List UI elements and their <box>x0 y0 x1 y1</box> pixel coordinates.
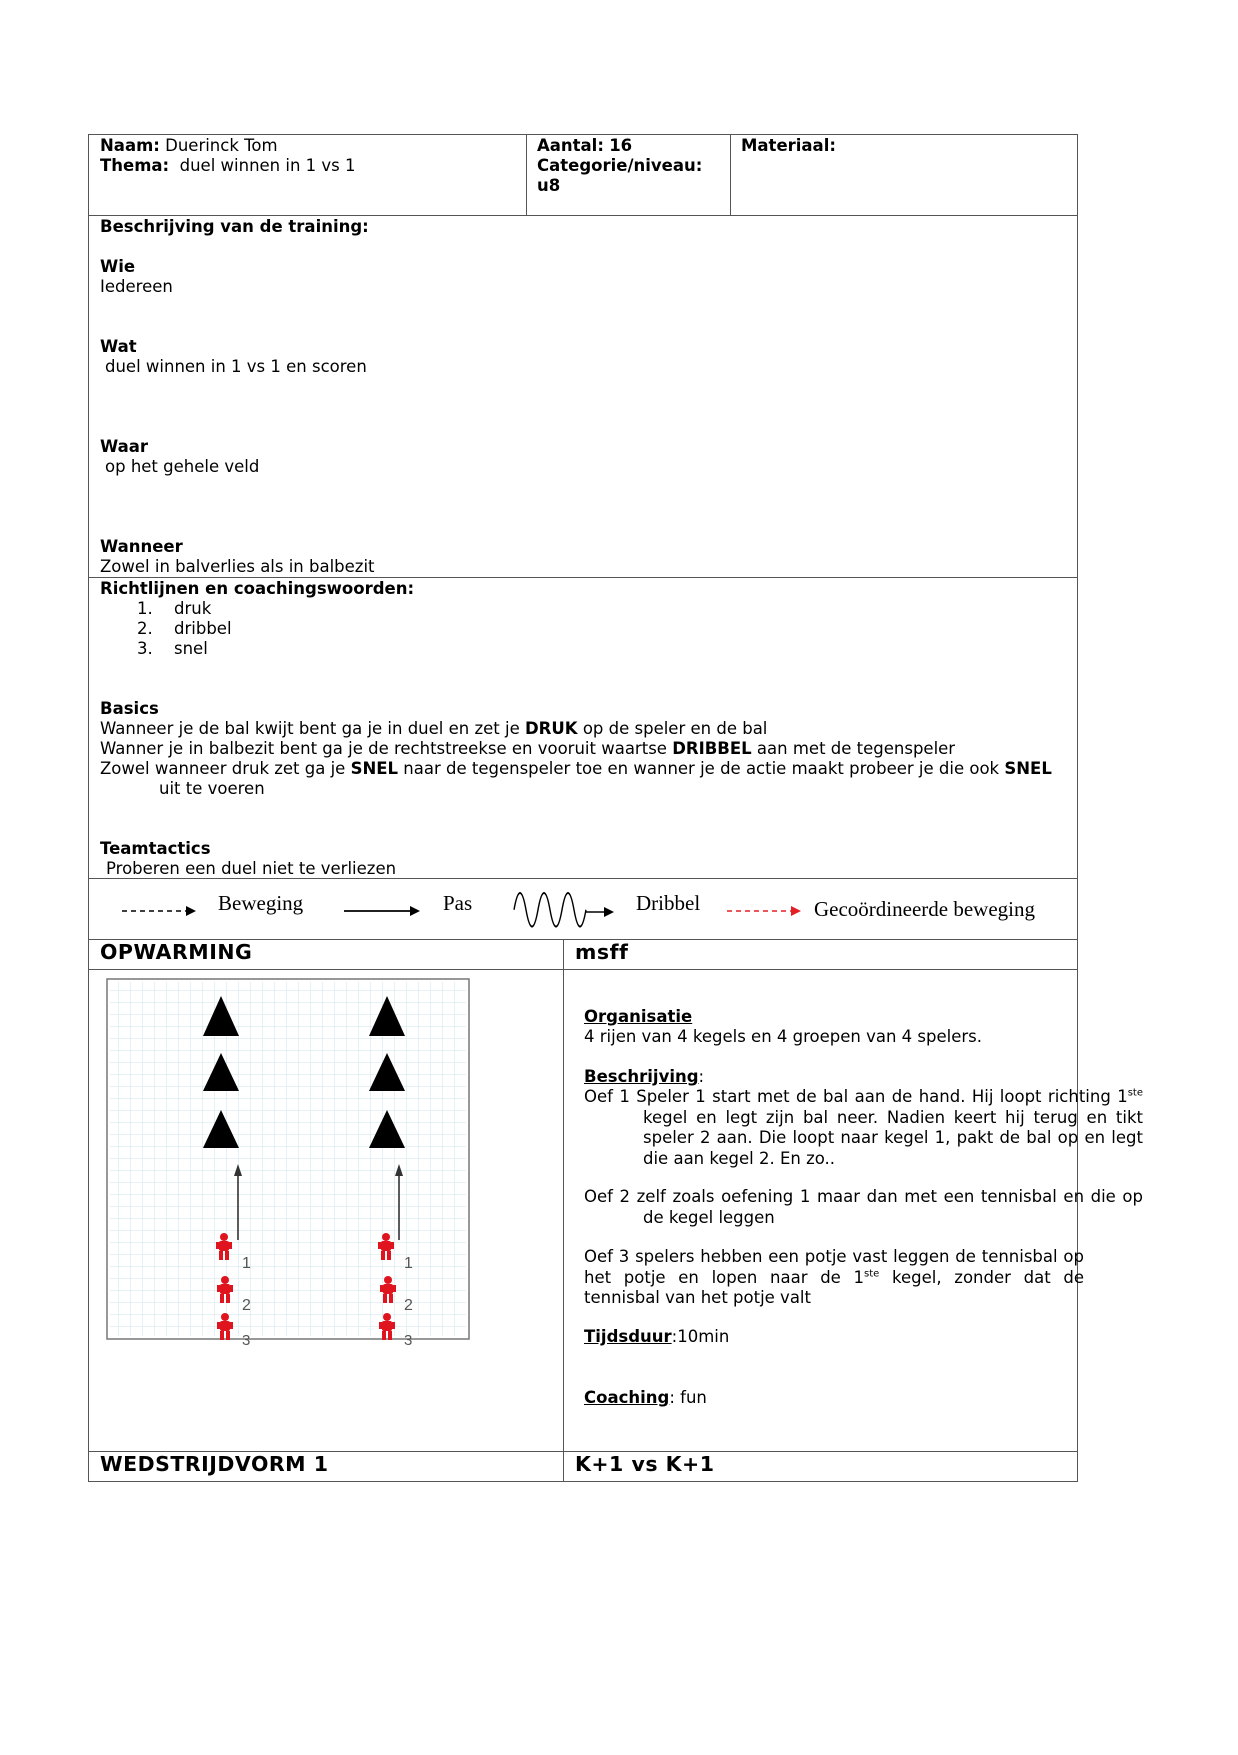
dashed-arrow-icon <box>120 903 198 919</box>
coaching-value: : fun <box>669 1388 707 1407</box>
beschrijving-row: Beschrijving: <box>584 1067 705 1086</box>
oef3-b: kegel, zonder dat de tennisbal van het potje valt <box>584 1267 1084 1307</box>
coaching-row <box>584 1388 707 1409</box>
aantal-value: 16 <box>609 136 633 155</box>
categorie-value: u8 <box>537 176 561 195</box>
oef1-sup: ste <box>1127 1087 1143 1099</box>
dribble-wave-icon <box>512 886 622 934</box>
warmup-code: msff <box>575 940 629 964</box>
match-code: K+1 vs K+1 <box>575 1452 715 1476</box>
oef3-text <box>584 1247 1084 1309</box>
basics-line-3-a: Zowel wanneer druk zet ga je <box>100 759 351 778</box>
wie-label: Wie <box>100 257 136 276</box>
thema-row <box>100 156 356 177</box>
basics-label: Basics <box>100 699 159 718</box>
guidelines-title: Richtlijnen en coachingswoorden: <box>100 579 415 598</box>
basics-line-1-emph: DRUK <box>524 719 578 738</box>
wie-value: Iedereen <box>100 277 173 296</box>
teamtactics-value: Proberen een duel niet te verliezen <box>106 859 397 878</box>
guideline-text-1: druk <box>174 599 212 618</box>
legend-beweging: Beweging <box>218 891 304 915</box>
player-label-right-1: 1 <box>404 1255 413 1272</box>
basics-line-2-emph: DRIBBEL <box>672 739 752 758</box>
waar-label: Waar <box>100 437 149 456</box>
tijdsduur-value: :10min <box>671 1327 730 1346</box>
player-label-right-2: 2 <box>404 1297 413 1314</box>
guideline-text-2: dribbel <box>174 619 232 638</box>
organisatie-label: Organisatie <box>584 1007 693 1026</box>
match-title: WEDSTRIJDVORM 1 <box>100 1452 329 1476</box>
naam-value: Duerinck Tom <box>165 136 278 155</box>
player-label-left-1: 1 <box>242 1255 251 1272</box>
oef2-text: Oef 2 zelf zoals oefening 1 maar dan met een tennisbal en die op de kegel leggen <box>584 1187 1143 1227</box>
thema-value: duel winnen in 1 vs 1 <box>179 156 356 175</box>
guideline-num-3: 3. <box>137 639 153 658</box>
organisatie-value: 4 rijen van 4 kegels en 4 groepen van 4 spelers. <box>584 1027 983 1046</box>
guideline-num-2: 2. <box>137 619 153 638</box>
basics-line-1 <box>100 719 767 740</box>
warmup-diagram <box>106 978 470 1349</box>
warmup-title: OPWARMING <box>100 940 253 964</box>
wanneer-value: Zowel in balverlies als in balbezit <box>100 557 375 576</box>
guideline-text-3: snel <box>174 639 208 658</box>
coaching-label: Coaching <box>584 1388 670 1407</box>
oef1-text <box>584 1087 1143 1169</box>
basics-line-3 <box>100 759 1052 780</box>
legend-gecoordineerde: Gecoördineerde beweging <box>814 897 1035 921</box>
basics-line-1-a: Wanneer je de bal kwijt bent ga je in duel en zet je <box>100 719 525 738</box>
teamtactics-label: Teamtactics <box>100 839 211 858</box>
basics-line-2-a: Wanner je in balbezit bent ga je de rechtstreekse en vooruit waartse <box>100 739 673 758</box>
basics-line-3-emph-2: SNEL <box>1004 759 1052 778</box>
basics-line-3-emph-1: SNEL <box>350 759 399 778</box>
materiaal-label: Materiaal: <box>741 136 836 155</box>
player-label-left-3: 3 <box>242 1332 251 1349</box>
tijdsduur-row <box>584 1327 729 1348</box>
beschrijving-label: Beschrijving <box>584 1067 699 1086</box>
solid-arrow-icon <box>344 903 422 919</box>
aantal-label: Aantal: <box>537 136 604 155</box>
basics-line-3-c: naar de tegenspeler toe en wanner je de actie maakt probeer je die ook <box>398 759 1005 778</box>
basics-line-1-c: op de speler en de bal <box>577 719 768 738</box>
basics-line-4: uit te voeren <box>159 779 265 798</box>
red-dashed-arrow-icon <box>725 903 803 919</box>
legend-dribbel: Dribbel <box>636 891 701 915</box>
wanneer-label: Wanneer <box>100 537 183 556</box>
oef3-sup: ste <box>864 1268 880 1279</box>
tijdsduur-label: Tijdsduur <box>584 1327 672 1346</box>
aantal-row <box>537 136 632 157</box>
thema-label: Thema: <box>100 156 170 175</box>
waar-value: op het gehele veld <box>105 457 260 476</box>
oef1-b: kegel en legt zijn bal neer. Nadien keert hij terug en tikt speler 2 aan. Die loopt naar kegel 1, pakt de bal op en legt die aan kegel 2. En zo.. <box>643 1107 1143 1168</box>
oef1-a: Oef 1 Speler 1 start met de bal aan de hand. Hij loopt richting 1 <box>584 1087 1128 1106</box>
basics-line-2 <box>100 739 955 760</box>
legend-pas: Pas <box>443 891 473 915</box>
naam-row <box>100 136 278 157</box>
guideline-num-1: 1. <box>137 599 153 618</box>
player-label-left-2: 2 <box>242 1297 251 1314</box>
categorie-label: Categorie/niveau: <box>537 156 703 175</box>
naam-label: Naam: <box>100 136 160 155</box>
player-label-right-3: 3 <box>404 1332 413 1349</box>
wat-label: Wat <box>100 337 137 356</box>
wat-value: duel winnen in 1 vs 1 en scoren <box>105 357 367 376</box>
description-section <box>88 215 1078 578</box>
basics-line-2-c: aan met de tegenspeler <box>751 739 956 758</box>
oef3-a: Oef 3 spelers hebben een potje vast leggen de tennisbal op het potje en lopen naar de 1 <box>584 1247 1084 1287</box>
description-title: Beschrijving van de training: <box>100 217 369 236</box>
